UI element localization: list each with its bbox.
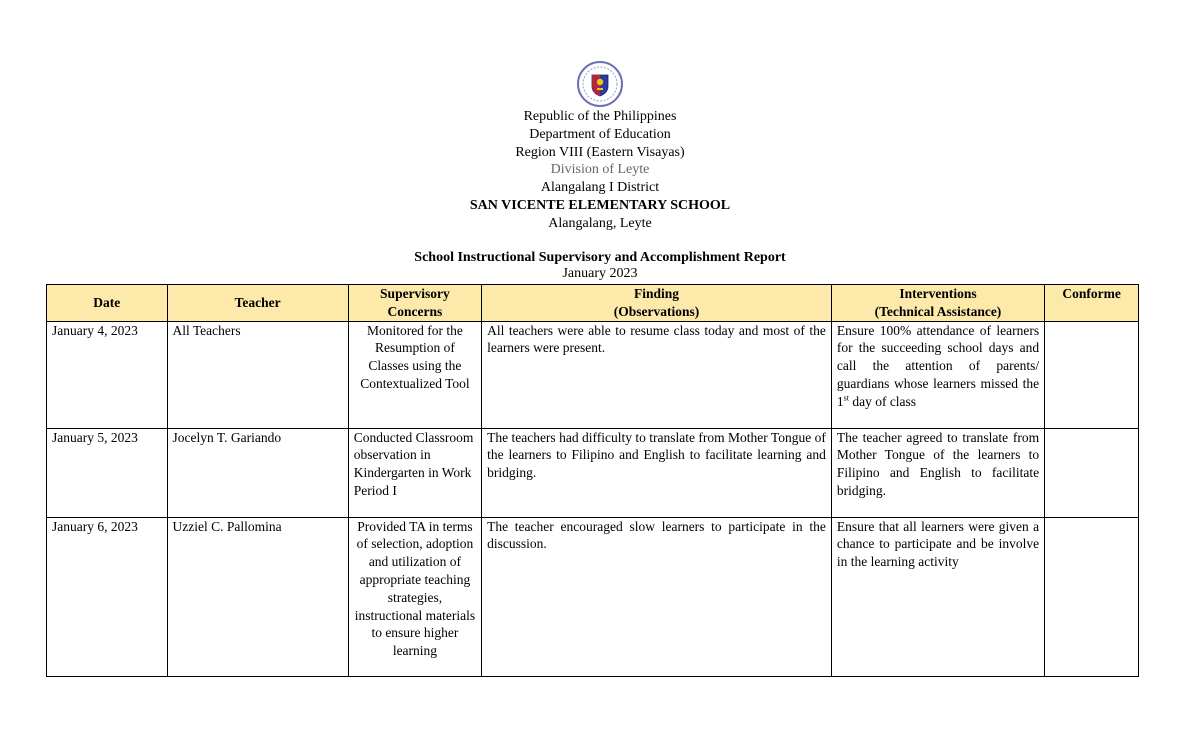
supervisory-report-table: [46, 284, 1139, 677]
cell-finding: All teachers were able to resume class today and most of the learners were present.: [482, 321, 832, 428]
cell-finding: The teachers had difficulty to translate from Mother Tongue of the learners to Filipino and English to facilitate learning and bridging.: [482, 428, 832, 517]
report-heading: [0, 250, 1200, 282]
column-header-interventions: [831, 285, 1044, 322]
cell-conforme: [1045, 428, 1139, 517]
table-header-row: [47, 285, 1139, 322]
cell-date: January 5, 2023: [47, 428, 168, 517]
column-header-finding-line2: (Observations): [613, 303, 700, 319]
table-row: [47, 321, 1139, 428]
ordinal-suffix: st: [843, 393, 849, 403]
country-line: Republic of the Philippines: [523, 109, 677, 124]
column-header-finding-line1: Finding: [633, 286, 679, 301]
cell-intervention-text-end: day of class: [848, 393, 917, 409]
column-header-supervisory-concerns: [348, 285, 481, 322]
report-period: January 2023: [562, 266, 638, 281]
report-title: School Instructional Supervisory and Accomplishment Report: [414, 250, 786, 265]
cell-teacher: Jocelyn T. Gariando: [167, 428, 348, 517]
cell-concern: Conducted Classroom observation in Kindergarten in Work Period I: [348, 428, 481, 517]
column-header-finding: [482, 285, 832, 322]
cell-conforme: [1045, 517, 1139, 676]
table-row: [47, 428, 1139, 517]
cell-intervention: Ensure that all learners were given a chance to participate and be involve in the learning activity: [831, 517, 1044, 676]
cell-intervention: [831, 321, 1044, 428]
table-row: [47, 517, 1139, 676]
school-name: SAN VICENTE ELEMENTARY SCHOOL: [469, 197, 731, 213]
cell-teacher: All Teachers: [167, 321, 348, 428]
column-header-supervisory-line1: Supervisory: [380, 286, 450, 301]
column-header-conforme: Conforme: [1045, 285, 1139, 322]
column-header-interventions-line2: (Technical Assistance): [874, 303, 1002, 319]
column-header-supervisory-line2: Concerns: [387, 303, 443, 319]
division-line: Division of Leyte: [550, 162, 650, 178]
column-header-interventions-line1: Interventions: [899, 286, 977, 301]
cell-conforme: [1045, 321, 1139, 428]
cell-intervention: The teacher agreed to translate from Mother Tongue of the learners to Filipino and English to facilitate bridging.: [831, 428, 1044, 517]
cell-concern: Provided TA in terms of selection, adoption and utilization of appropriate teaching strategies, instructional materials to ensure higher learning: [348, 517, 481, 676]
letterhead: [0, 108, 1200, 233]
district-line: Alangalang I District: [540, 180, 660, 196]
cell-date: January 6, 2023: [47, 517, 168, 676]
deped-seal-icon: [576, 60, 624, 108]
cell-finding: The teacher encouraged slow learners to participate in the discussion.: [482, 517, 832, 676]
column-header-date: Date: [47, 285, 168, 322]
column-header-teacher: Teacher: [167, 285, 348, 322]
cell-date: January 4, 2023: [47, 321, 168, 428]
region-line: Region VIII (Eastern Visayas): [515, 144, 685, 160]
cell-teacher: Uzziel C. Pallomina: [167, 517, 348, 676]
cell-intervention-text: Ensure 100% attendance of learners for the succeeding school days and call the attention of parents/ guardians whose learners missed the 1: [836, 322, 1040, 409]
department-line: Department of Education: [529, 126, 671, 142]
cell-concern: Monitored for the Resumption of Classes using the Contextualized Tool: [348, 321, 481, 428]
school-address: Alangalang, Leyte: [548, 215, 652, 231]
